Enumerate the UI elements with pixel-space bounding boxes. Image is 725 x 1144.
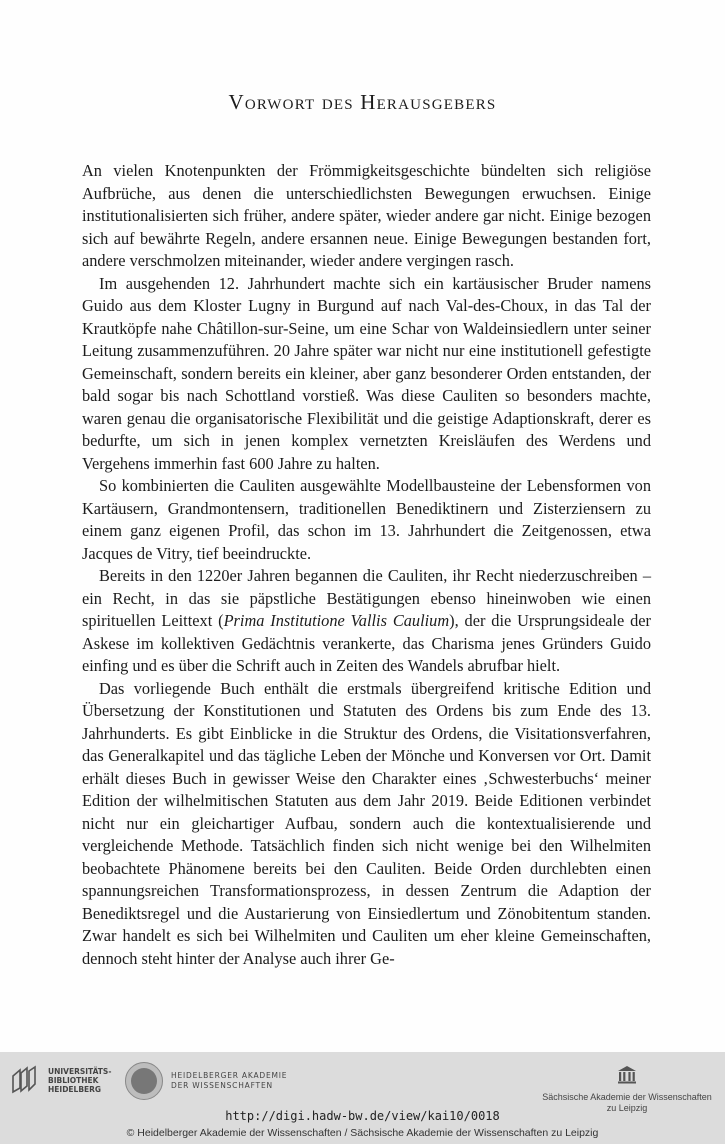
hadw-line: HEIDELBERGER AKADEMIE xyxy=(171,1071,288,1080)
paragraph-text: Das vorliegende Buch enthält die erstmals übergreifend kritische Edition und Übersetzung der Konstitutionen und Statuten des Ordens bis zum Ende des 13. Jahrhunderts. Es gibt Einblicke in die Struktur des Ordens, die Visitationsverfahren, das Generalkapitel und das tägliche Leben der Mönche und Konversen vor Ort. Damit erhält dieses Buch in gewisser Weise den Charakter eines ‚Schwesterbuchs‘ meiner Edition der wilhelmitischen Statuten aus dem Jahr 2019. Beide Editionen verbindet nicht nur ein gleichartiger Aufbau, sondern auch die kontextualisierende und vergleichende Methode. Tatsächlich finden sich nicht wenige bei den Wilhelmiten beobachtete Phänomene bereits bei den Cauliten. Beide Orden durchlebten einen spannungsreichen Transformationsprozess, in dessen Zentrum die Adaption der Benediktsregel und die Austarierung von Einsiedlertum und Zönobitentum standen. Zwar handelt es sich bei Wilhelmiten und Cauliten um eher kleine Gemeinschaften, dennoch steht hinter der Analyse auch ihrer Ge- xyxy=(82,678,651,968)
book-stack-icon xyxy=(10,1064,44,1096)
saw-line: Sächsische Akademie der Wissenschaften xyxy=(542,1092,712,1102)
ub-line: HEIDELBERG xyxy=(48,1084,102,1094)
paragraph xyxy=(82,678,651,971)
building-columns-icon xyxy=(617,1066,637,1084)
ub-line: UNIVERSITÄTS- xyxy=(48,1066,112,1076)
copyright-notice: © Heidelberger Akademie der Wissenschaften / Sächsische Akademie der Wissenschaften zu Leipzig xyxy=(126,1127,599,1139)
paragraph-text: An vielen Knotenpunkten der Frömmigkeitsgeschichte bündelten sich religiöse Aufbrüche, aus denen die unterschiedlichsten Bewegungen erwuchsen. Einige institutionalisierten sich früher, andere später, wieder andere gar nicht. Einige bezogen sich auf bewährte Regeln, andere ersannen neue. Einige Bewegungen bestanden fort, andere verschmolzen miteinander, wieder andere vergingen rasch. xyxy=(82,161,651,270)
hadw-logo[interactable] xyxy=(125,1062,287,1100)
saw-line: zu Leipzig xyxy=(606,1103,648,1113)
paragraph xyxy=(82,160,651,273)
digitization-footer xyxy=(0,1052,725,1144)
italic-title: Prima Institutione Vallis Caulium xyxy=(223,611,450,630)
hadw-line: DER WISSENSCHAFTEN xyxy=(171,1081,273,1090)
paragraph xyxy=(82,475,651,565)
paragraph-text: ), der die Ursprungsideale der Askese im kollektiven Gedächtnis verankerte, das Charisma jenes Gründers Guido einfing und es über die Schrift auch in Zeiten des Wandels abrufbar hielt. xyxy=(82,611,651,675)
ub-line: BIBLIOTHEK xyxy=(48,1075,99,1085)
ub-heidelberg-text xyxy=(48,1067,111,1094)
ub-heidelberg-logo[interactable] xyxy=(10,1064,111,1096)
permalink-url[interactable]: http://digi.hadw-bw.de/view/kai10/0018 xyxy=(225,1109,500,1123)
paragraph xyxy=(82,273,651,476)
paragraph xyxy=(82,565,651,678)
academy-seal-icon xyxy=(125,1062,163,1100)
hadw-text xyxy=(171,1071,287,1091)
paragraph-text: Im ausgehenden 12. Jahrhundert machte sich ein kartäusischer Bruder namens Guido aus dem Kloster Lugny in Burgund auf nach Val-des-Choux, in das Tal der Krautköpfe nahe Châtillon-sur-Seine, um eine Schar von Waldeinsiedlern unter seiner Leitung zusammenzuführen. 20 Jahre später war nicht nur eine institutionell gefestigte Gemeinschaft, sondern bereits ein kleiner, aber ganz besonderer Orden entstanden, der bald sogar bis nach Schottland vorstieß. Was diese Cauliten so besonders machte, waren genau die organisatorische Flexibilität und die geistige Adaptionskraft, derer es bedurfte, um sich in jenen komplex vernetzten Kreisläufen des Werdens und Vergehens immerhin fast 600 Jahre zu halten. xyxy=(82,273,651,473)
paragraph-text: Bereits in den 1220er Jahren begannen die Cauliten, ihr Recht niederzuschreiben – ein Recht, in das sie päpstliche Bestätigungen ebenso hineinwoben wie einen spirituellen Leittext ( xyxy=(82,566,651,630)
saw-leipzig-logo[interactable] xyxy=(537,1066,717,1114)
paragraph-text: So kombinierten die Cauliten ausgewählte Modellbausteine der Lebensformen von Kartäusern, Grandmontensern, traditionellen Benediktinern und Zisterziensern zu einem ganz eigenen Profil, das schon im 13. Jahrhundert die Zeitgenossen, etwa Jacques de Vitry, tief beeindruckte. xyxy=(82,476,651,563)
page-title: Vorwort des Herausgebers xyxy=(228,90,497,114)
page-body xyxy=(82,160,651,970)
